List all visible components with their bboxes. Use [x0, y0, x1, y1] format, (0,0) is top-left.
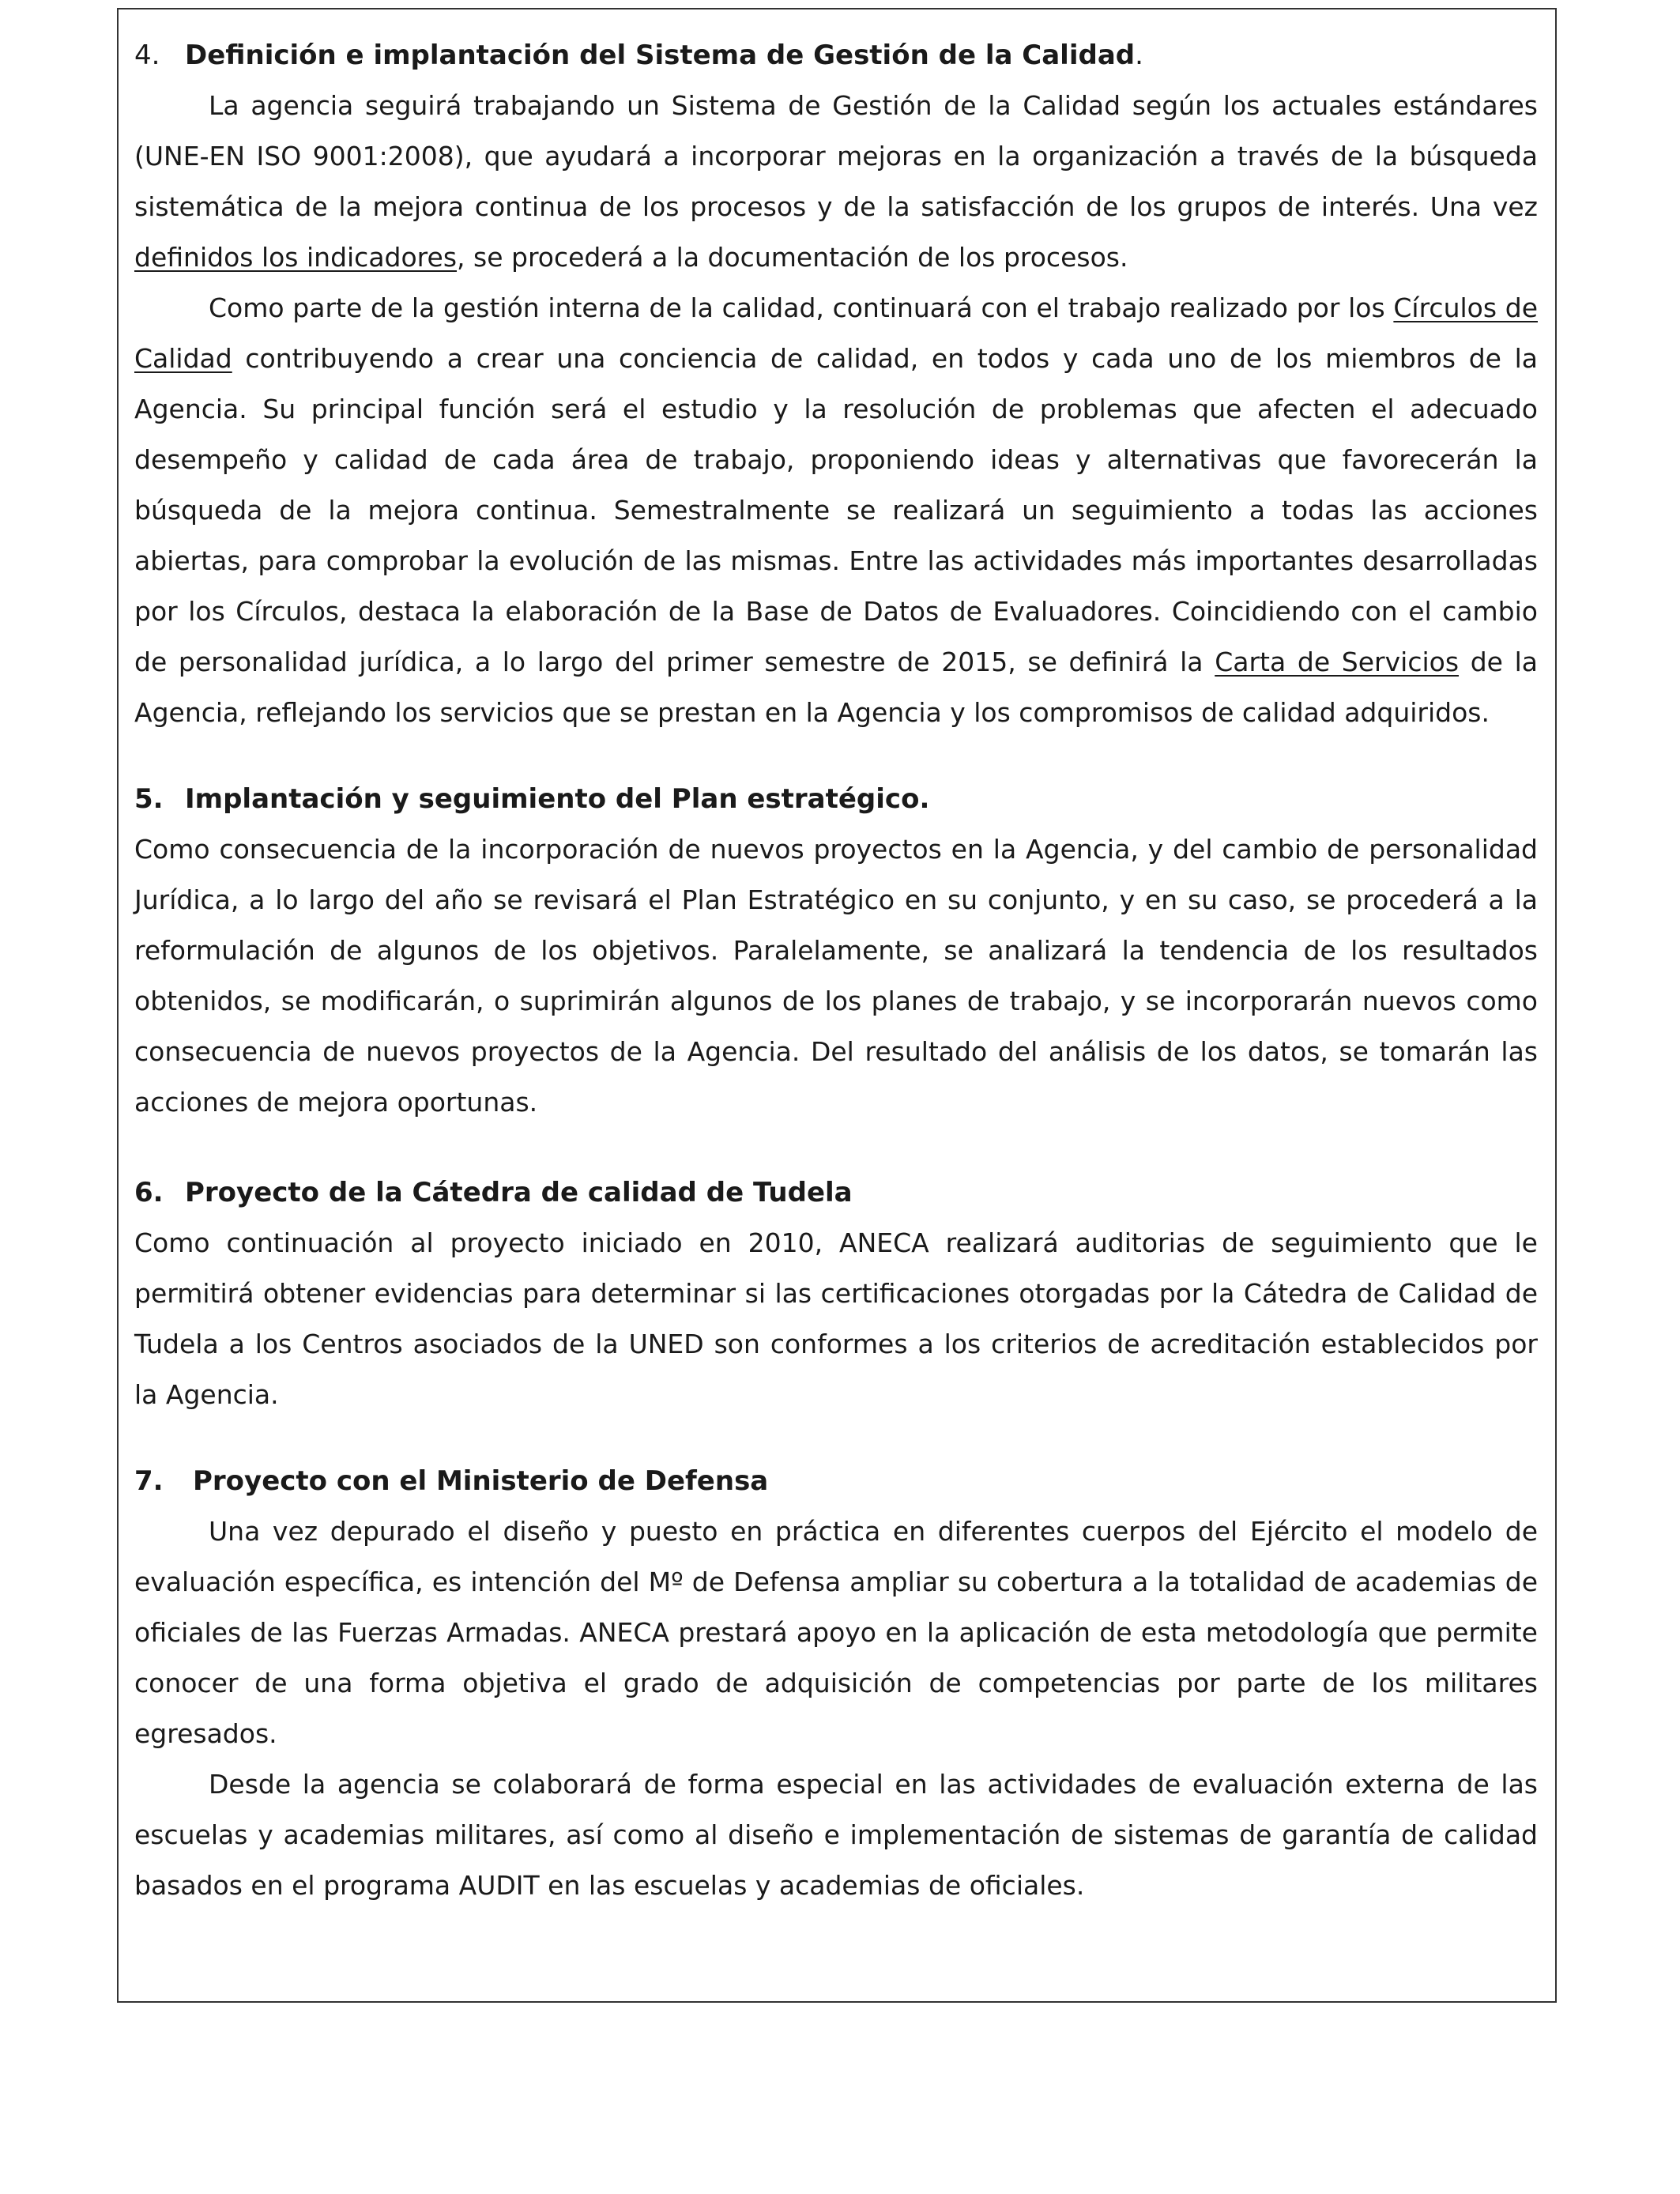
- section-7-number: 7.: [134, 1465, 164, 1497]
- section-7-title: Proyecto con el Ministerio de Defensa: [193, 1465, 769, 1497]
- section-5-heading: [134, 774, 1538, 824]
- section-6-title: Proyecto de la Cátedra de calidad de Tudela: [185, 1177, 853, 1208]
- section-4-paragraph-1: [134, 81, 1538, 283]
- paragraph-text: La agencia seguirá trabajando un Sistema de Gestión de la Calidad según los actuales estándares (UNE-EN ISO 9001:2008), que ayudará a incorporar mejoras en la organización a través de la búsqueda sistemática de la mejora continua de los procesos y de la satisfacción de los grupos de interés. Una vez: [134, 90, 1538, 222]
- section-7-paragraph-1: Una vez depurado el diseño y puesto en práctica en diferentes cuerpos del Ejército el modelo de evaluación específica, es intención del Mº de Defensa ampliar su cobertura a la totalidad de academias de oficiales de las Fuerzas Armadas. ANECA prestará apoyo en la aplicación de esta metodología que permite conocer de una forma objetiva el grado de adquisición de competencias por parte de los militares egresados.: [134, 1516, 1538, 1749]
- section-7: [134, 1456, 1538, 1911]
- paragraph-text: Como parte de la gestión interna de la calidad, continuará con el trabajo realizado por los: [209, 292, 1394, 323]
- section-6-number: 6.: [134, 1177, 164, 1208]
- section-6-heading: [134, 1167, 1538, 1218]
- section-6: [134, 1167, 1538, 1420]
- paragraph-text: , se procederá a la documentación de los procesos.: [457, 242, 1128, 273]
- link-circulos-calidad[interactable]: Círculos de Calidad: [134, 292, 1538, 374]
- section-7-heading: [134, 1456, 1538, 1506]
- section-6-paragraph: Como continuación al proyecto iniciado en 2010, ANECA realizará auditorias de seguimiento que le permitirá obtener evidencias para determinar si las certificaciones otorgadas por la Cátedra de Calidad de Tudela a los Centros asociados de la UNED son conformes a los criterios de acreditación establecidos por la Agencia.: [134, 1227, 1538, 1410]
- link-definidos-indicadores[interactable]: definidos los indicadores: [134, 242, 458, 273]
- section-4-paragraph-2: [134, 283, 1538, 738]
- section-7-paragraph-2: Desde la agencia se colaborará de forma especial en las actividades de evaluación externa de las escuelas y academias militares, así como al diseño e implementación de sistemas de garantía de calidad basados en el programa AUDIT en las escuelas y academias de oficiales.: [134, 1769, 1538, 1901]
- paragraph-text: contribuyendo a crear una conciencia de calidad, en todos y cada uno de los miembros de la Agencia. Su principal función será el estudio y la resolución de problemas que afecten el adecuado desempeño y calidad de cada área de trabajo, proponiendo ideas y alternativas que favorecerán la búsqueda de la mejora continua. Semestralmente se realizará un seguimiento a todas las acciones abiertas, para comprobar la evolución de las mismas. Entre las actividades más importantes desarrolladas por los Círculos, destaca la elaboración de la Base de Datos de Evaluadores. Coincidiendo con el cambio de personalidad jurídica, a lo largo del primer semestre de 2015, se definirá la: [134, 343, 1538, 677]
- section-4: [134, 30, 1538, 738]
- section-4-heading: [134, 30, 1538, 81]
- section-4-title: Definición e implantación del Sistema de Gestión de la Calidad: [185, 40, 1136, 71]
- section-5-paragraph: Como consecuencia de la incorporación de nuevos proyectos en la Agencia, y del cambio de personalidad Jurídica, a lo largo del año se revisará el Plan Estratégico en su conjunto, y en su caso, se procederá a la reformulación de algunos de los objetivos. Paralelamente, se analizará la tendencia de los resultados obtenidos, se modificarán, o suprimirán algunos de los planes de trabajo, y se incorporarán nuevos como consecuencia de nuevos proyectos de la Agencia. Del resultado del análisis de los datos, se tomarán las acciones de mejora oportunas.: [134, 834, 1538, 1118]
- document-frame: [117, 8, 1557, 2003]
- section-4-number: 4.: [134, 40, 160, 71]
- link-carta-servicios[interactable]: Carta de Servicios: [1215, 647, 1460, 677]
- section-5: [134, 774, 1538, 1128]
- section-5-number: 5.: [134, 783, 164, 815]
- paragraph-text: de la Agencia, reflejando los servicios que se prestan en la Agencia y los compromisos de calidad adquiridos.: [134, 647, 1539, 728]
- section-5-title: Implantación y seguimiento del Plan estratégico.: [185, 783, 930, 815]
- section-4-title-suffix: .: [1135, 40, 1143, 71]
